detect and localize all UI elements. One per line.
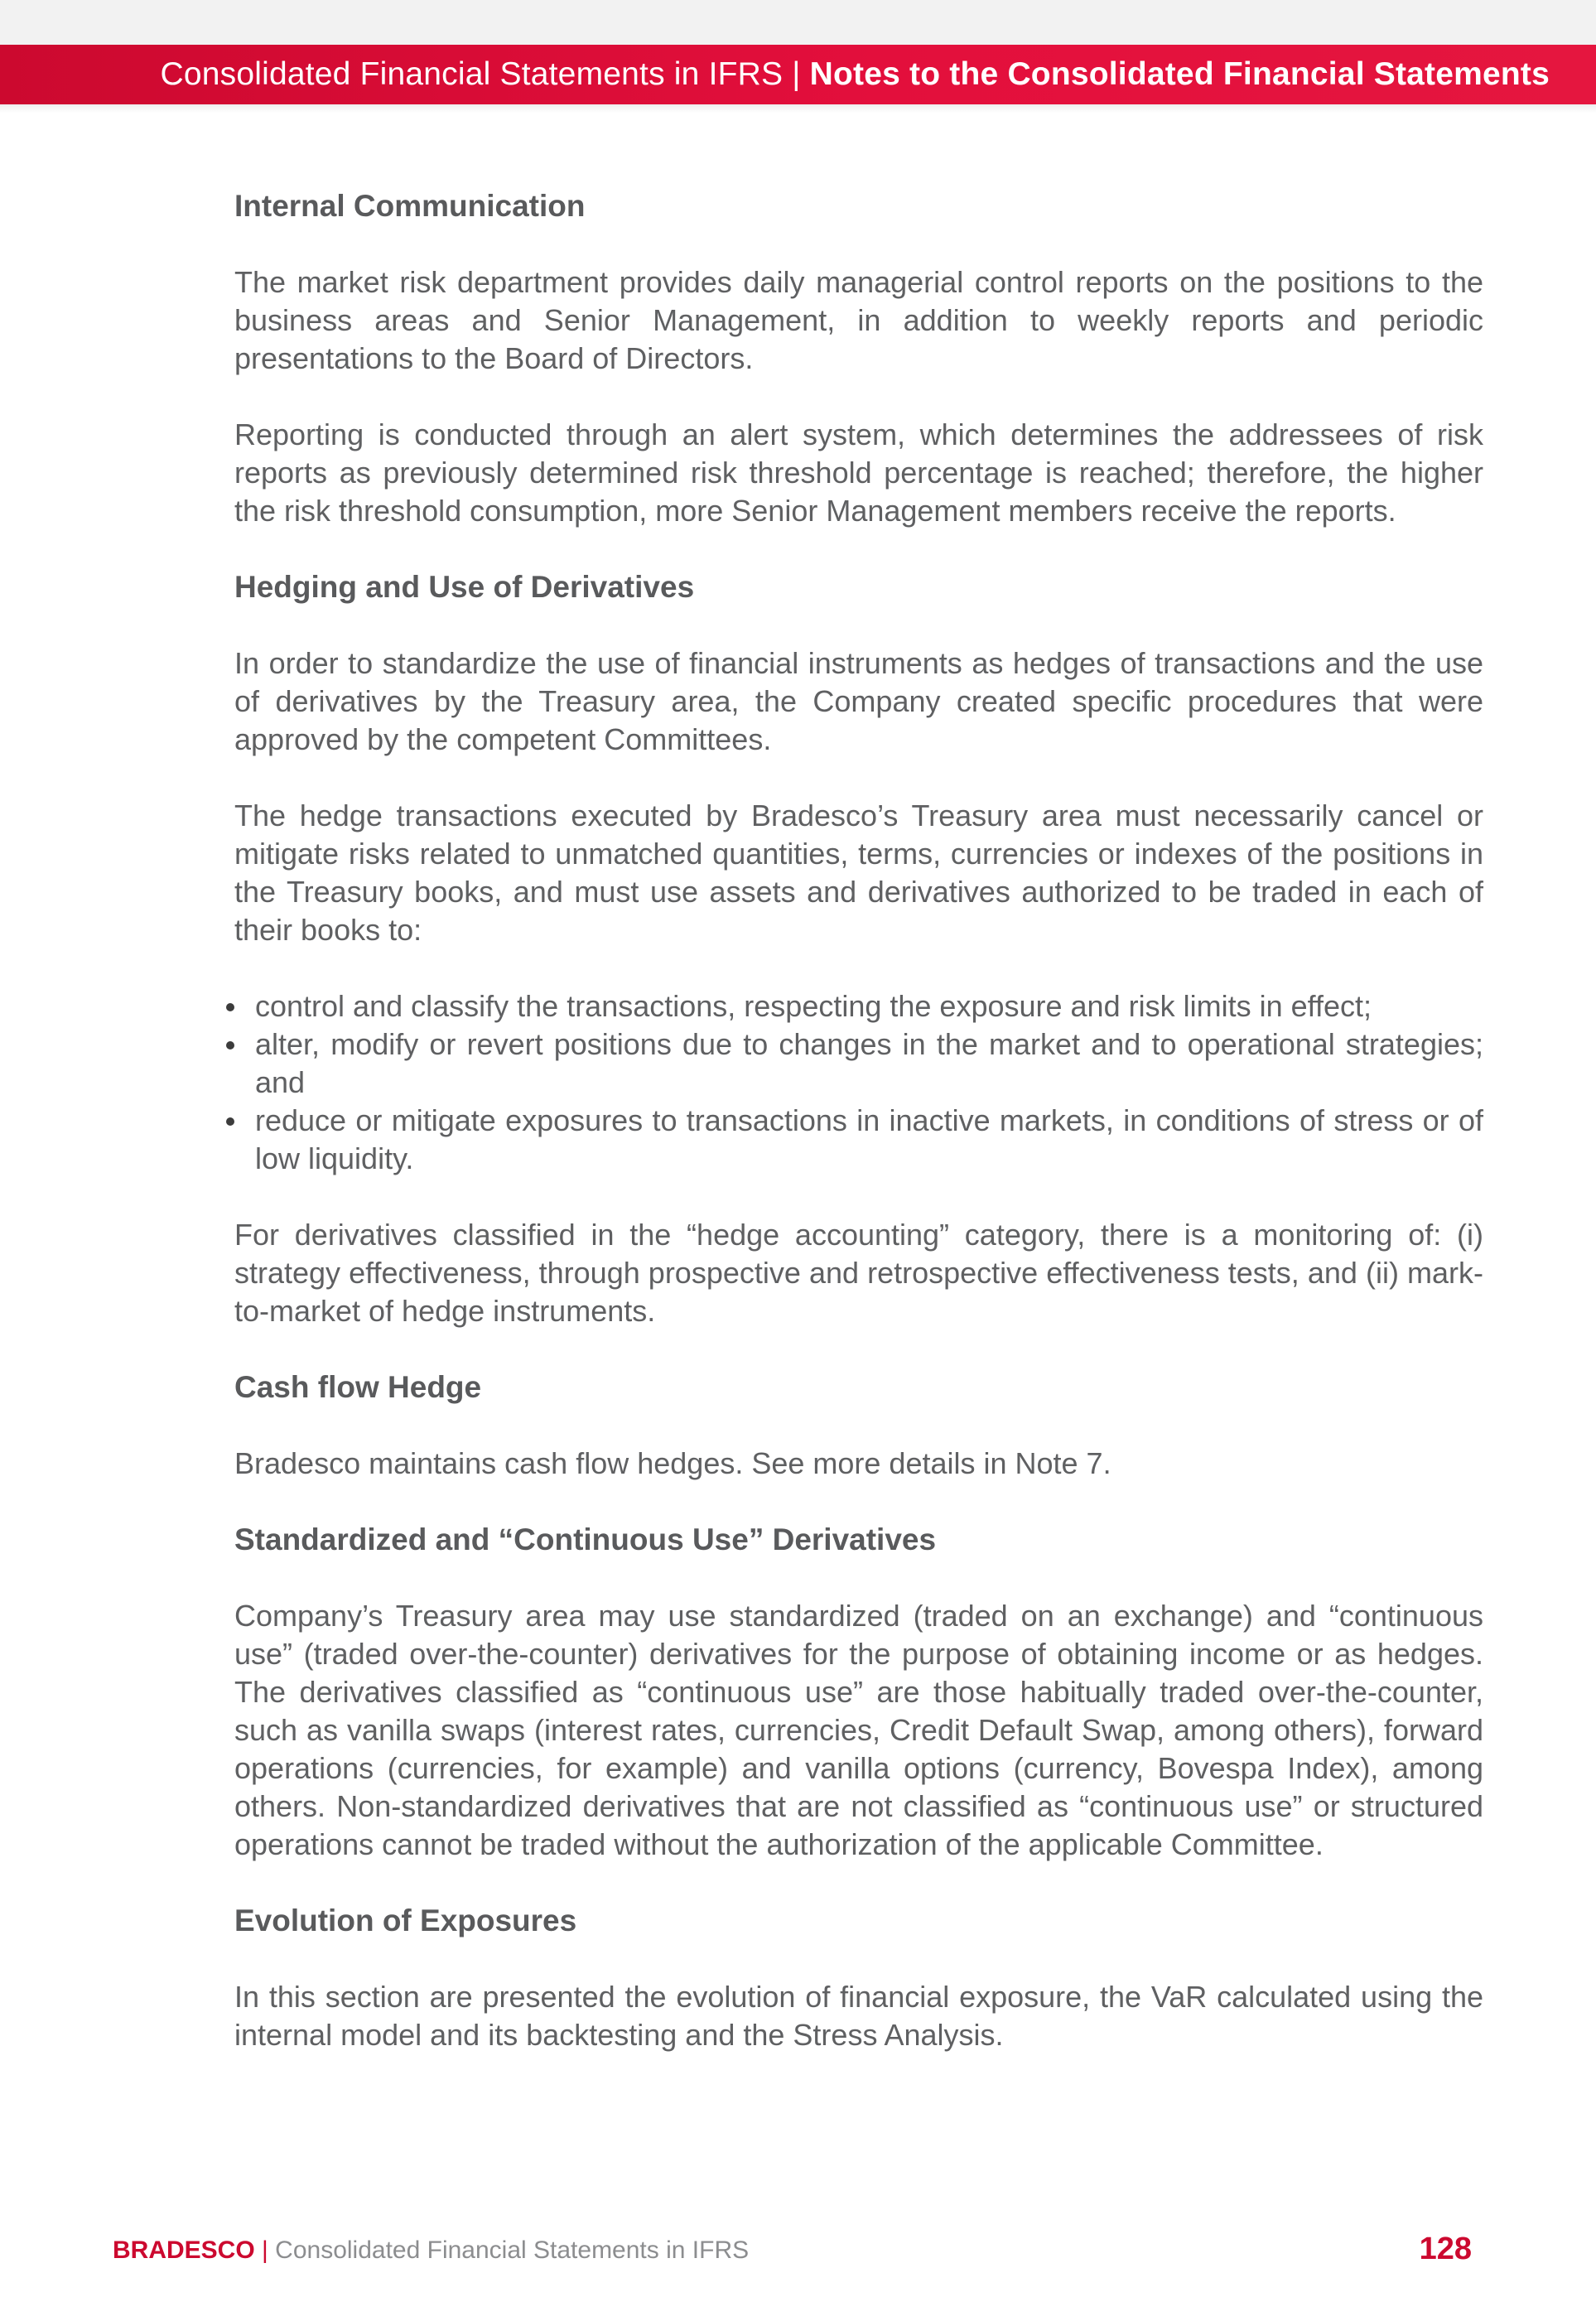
- footer-doc-title: Consolidated Financial Statements in IFRS: [275, 2237, 750, 2264]
- paragraph: The market risk department provides daily managerial control reports on the positions to the business areas and Senior Management, in addition to weekly reports and periodic presentations to the Board of Directors.: [234, 265, 1483, 375]
- section-hedging-derivatives: [234, 568, 1483, 1330]
- footer-brand: BRADESCO: [113, 2237, 255, 2264]
- top-strip: [0, 0, 1596, 45]
- footer-separator: |: [262, 2237, 268, 2264]
- section-heading: Standardized and “Continuous Use” Derivatives: [234, 1522, 937, 1556]
- header-title: [161, 45, 1550, 104]
- section-heading: Internal Communication: [234, 189, 586, 223]
- header-doc-title: Consolidated Financial Statements in IFRS: [160, 56, 784, 92]
- section-cash-flow-hedge: [234, 1368, 1483, 1483]
- header-section-title: Notes to the Consolidated Financial Statements: [809, 56, 1550, 92]
- section-heading: Hedging and Use of Derivatives: [234, 570, 695, 604]
- bullet-item: control and classify the transactions, respecting the exposure and risk limits in effect;: [234, 987, 1483, 1025]
- section-heading: Cash flow Hedge: [234, 1370, 482, 1404]
- footer: [113, 2234, 749, 2267]
- page-content: [234, 187, 1483, 2092]
- section-standardized-derivatives: [234, 1521, 1483, 1864]
- header-shadow: [0, 104, 1596, 113]
- paragraph: The hedge transactions executed by Bradesco’s Treasury area must necessarily cancel or mitigate risks related to unmatched quantities, terms, currencies or indexes of the positions in the Treasury books, and must use assets and derivatives authorized to be traded in each of their books to:: [234, 799, 1483, 947]
- paragraph: In order to standardize the use of financial instruments as hedges of transactions and the use of derivatives by the Treasury area, the Company created specific procedures that were approved by the competent Committees.: [234, 646, 1483, 756]
- page-number: 128: [1419, 2232, 1472, 2266]
- bullet-item: reduce or mitigate exposures to transactions in inactive markets, in conditions of stress or of low liquidity.: [234, 1102, 1483, 1178]
- paragraph: Reporting is conducted through an alert system, which determines the addressees of risk reports as previously determined risk threshold percentage is reached; therefore, the higher the risk threshold consumption, more Senior Management members receive the reports.: [234, 417, 1483, 528]
- paragraph: In this section are presented the evolution of financial exposure, the VaR calculated using the internal model and its backtesting and the Stress Analysis.: [234, 1980, 1483, 2052]
- paragraph: Company’s Treasury area may use standardized (traded on an exchange) and “continuous use” (traded over-the-counter) derivatives for the purpose of obtaining income or as hedges. The derivatives classified as “continuous use” are those habitually traded over-the-counter, such as vanilla swaps (interest rates, currencies, Credit Default Swap, among others), forward operations (currencies, for example) and vanilla options (currency, Bovespa Index), among others. Non-standardized derivatives that are not classified as “continuous use” or structured operations cannot be traded without the authorization of the applicable Committee.: [234, 1599, 1483, 1861]
- paragraph: For derivatives classified in the “hedge accounting” category, there is a monitoring of: (i) strategy effectiveness, through prospective and retrospective effectiveness tests, and (ii) mark-to-market of hedge instruments.: [234, 1218, 1483, 1328]
- section-internal-communication: [234, 187, 1483, 530]
- section-evolution-exposures: [234, 1902, 1483, 2054]
- section-heading: Evolution of Exposures: [234, 1904, 577, 1937]
- bullet-list: [234, 987, 1483, 1178]
- header-separator: |: [792, 56, 801, 92]
- bullet-item: alter, modify or revert positions due to changes in the market and to operational strategies; and: [234, 1025, 1483, 1102]
- paragraph: Bradesco maintains cash flow hedges. See more details in Note 7.: [234, 1446, 1111, 1480]
